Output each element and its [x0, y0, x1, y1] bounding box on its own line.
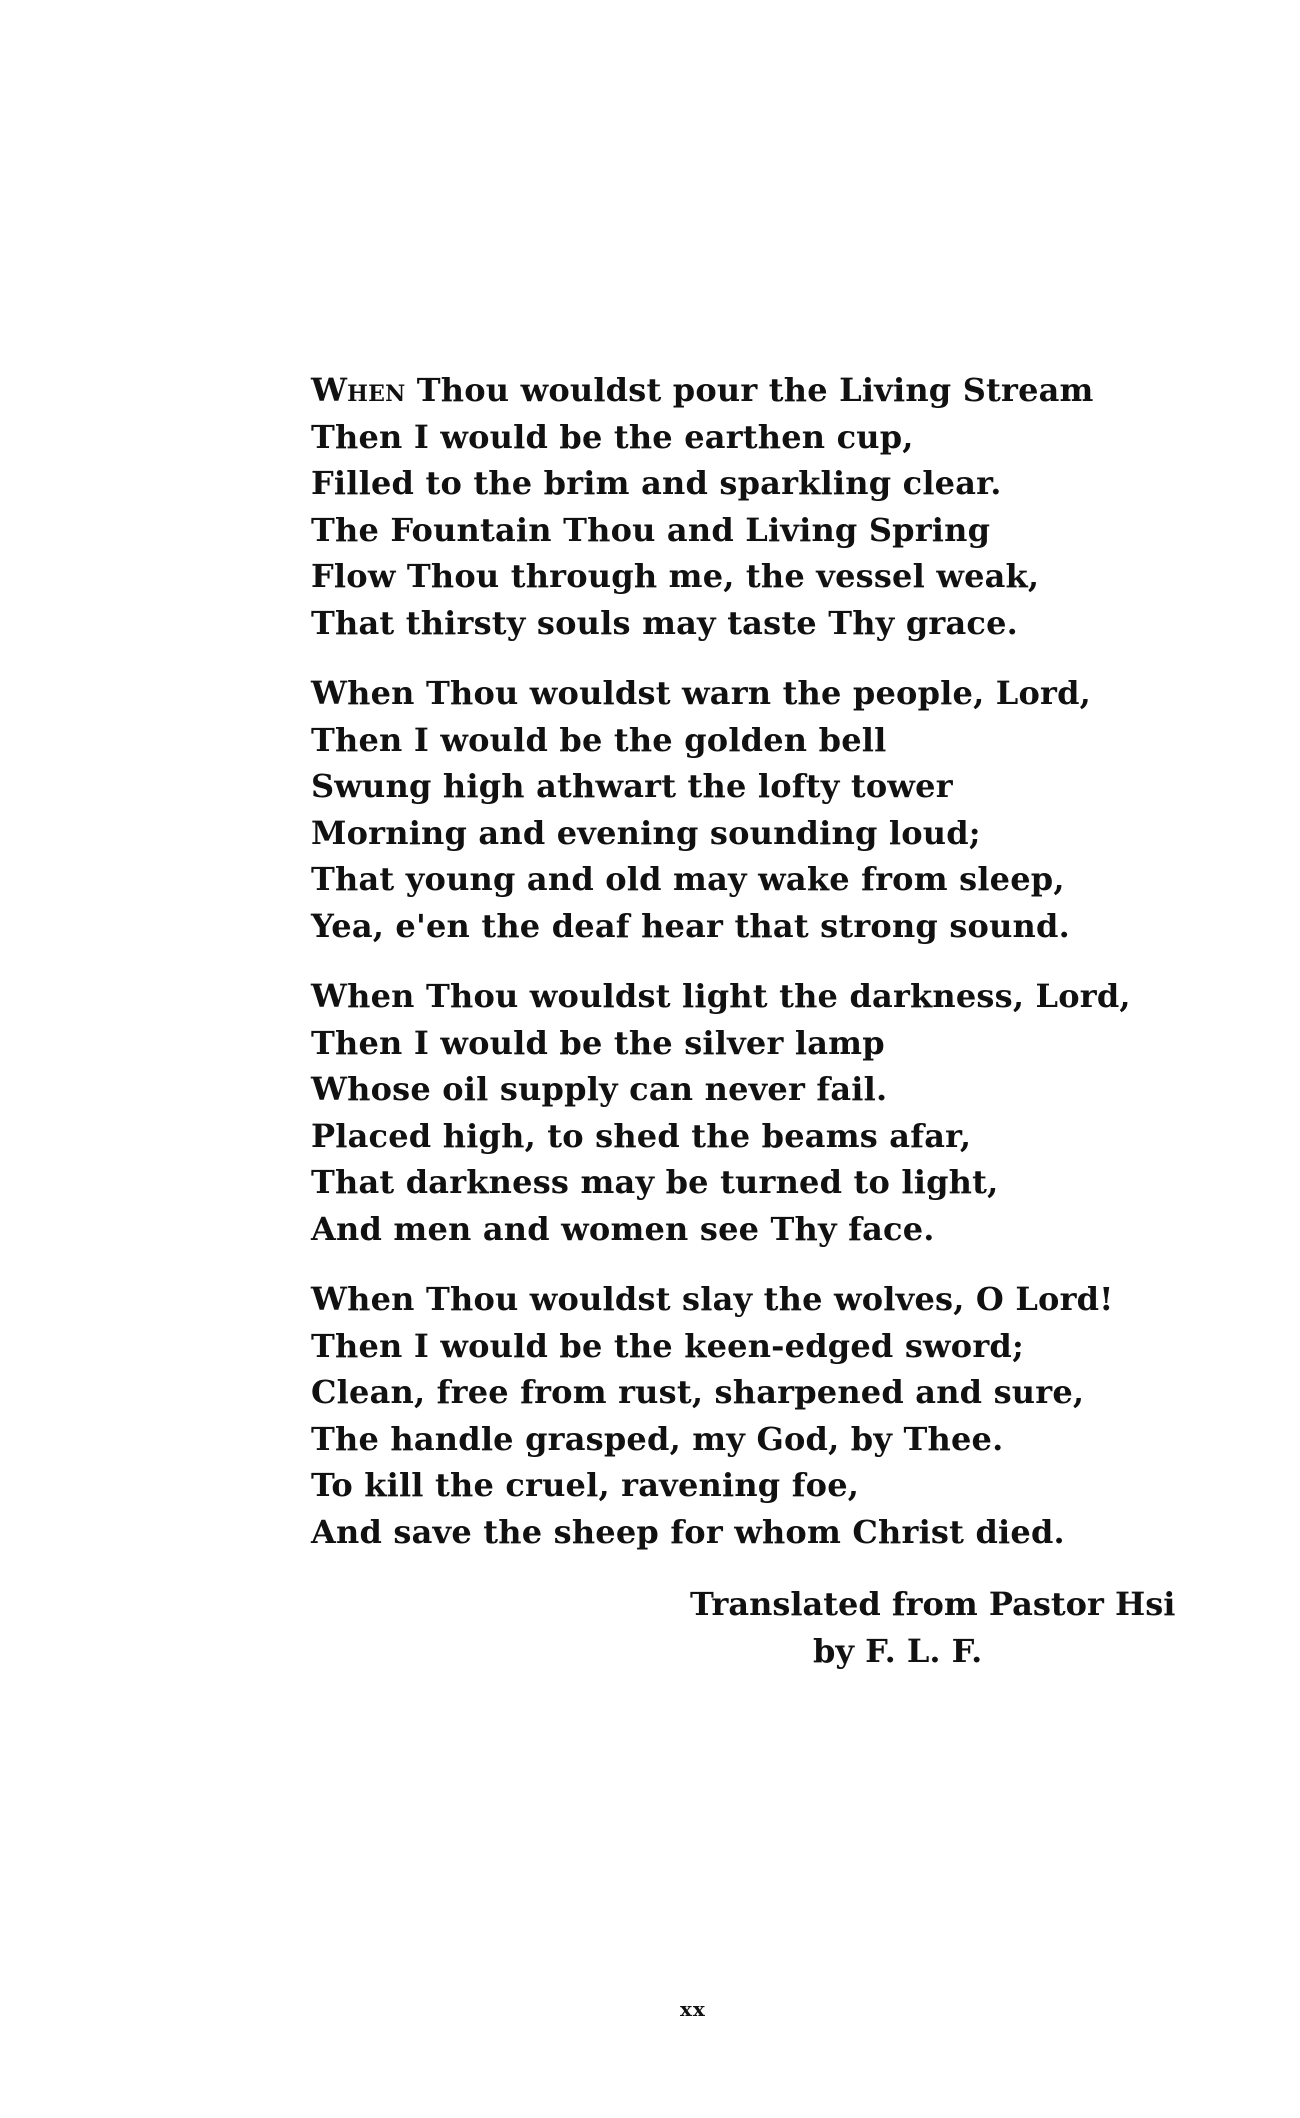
poem-line: Then I would be the silver lamp: [311, 1023, 885, 1062]
poem-line: To kill the cruel, ravening foe,: [311, 1466, 860, 1504]
page-number: xx: [680, 1997, 706, 2021]
poem-line: Clean, free from rust, sharpened and sure,: [311, 1373, 1085, 1411]
poem-line: When Thou wouldst light the darkness, Lord,: [311, 977, 1131, 1015]
attribution-author-line: by F. L. F.: [813, 1631, 983, 1670]
poem-line: Yea, e'en the deaf hear that strong sound.: [311, 906, 1070, 945]
poem-line: [311, 367, 1191, 414]
poem-line: Morning and evening sounding loud;: [311, 813, 981, 852]
poem-line: Then I would be the keen-edged sword;: [311, 1326, 1024, 1365]
poem-line: The Fountain Thou and Living Spring: [311, 510, 991, 549]
poem-line: Filled to the brim and sparkling clear.: [311, 464, 1002, 502]
attribution-translator-line: Translated from Pastor Hsi: [690, 1585, 1176, 1623]
poem-line: That young and old may wake from sleep,: [311, 860, 1065, 898]
poem: [311, 367, 1191, 1579]
poem-line: Then I would be the earthen cup,: [311, 417, 914, 456]
poem-line: That darkness may be turned to light,: [311, 1163, 999, 1201]
poem-line: Then I would be the golden bell: [311, 720, 887, 759]
poem-line: When Thou wouldst warn the people, Lord,: [311, 674, 1091, 712]
poem-line-text: Thou wouldst pour the Living Stream: [405, 371, 1094, 409]
poem-line: Flow Thou through me, the vessel weak,: [311, 557, 1040, 595]
poem-line: The handle grasped, my God, by Thee.: [311, 1419, 1004, 1458]
poem-line: Placed high, to shed the beams afar,: [311, 1116, 972, 1155]
stanza-1: [311, 367, 1191, 646]
attribution: [690, 1581, 1190, 1674]
poem-line: When Thou wouldst slay the wolves, O Lord!: [311, 1280, 1114, 1318]
stanza-3: [311, 973, 1191, 1252]
stanza-4: [311, 1276, 1191, 1555]
poem-line: Swung high athwart the lofty tower: [311, 767, 953, 805]
poem-line: That thirsty souls may taste Thy grace.: [311, 603, 1018, 642]
stanza-2: [311, 670, 1191, 949]
poem-line: And men and women see Thy face.: [311, 1209, 935, 1248]
poem-line: And save the sheep for whom Christ died.: [311, 1512, 1065, 1551]
opening-word: When: [311, 371, 406, 409]
poem-line: Whose oil supply can never fail.: [311, 1070, 888, 1108]
